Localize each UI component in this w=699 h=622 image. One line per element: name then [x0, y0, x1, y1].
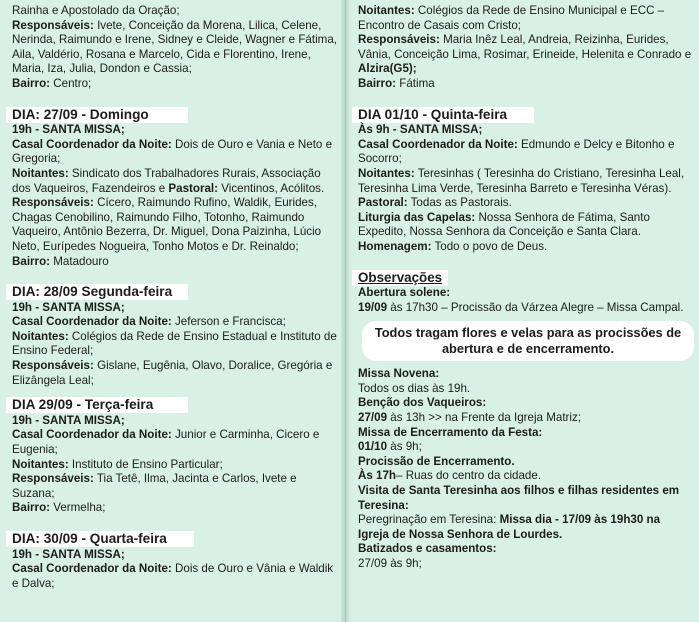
- batizados-text: 27/09 às 9h;: [358, 557, 422, 570]
- intro-bairro: Bairro: Centro;: [12, 76, 92, 90]
- noitantes: Noitantes: Colégios da Rede de Ensino Estadual e Instituto de Ensino Federal;: [12, 329, 337, 358]
- day-heading-27-09: DIA: 27/09 - Domingo: [6, 107, 188, 123]
- bencao-label: Benção dos Vaqueiros:: [358, 396, 487, 410]
- fold-edge: [345, 0, 346, 622]
- responsaveis: Responsáveis: Cícero, Raimundo Rufino, Waldik, Eurides, Chagas Cenobilino, Raimundo Filho, Totonho, Raimundo Vaqueiro, Antônio Bezerra, Dr. Miguel, Dona Paizinha, Lúcio Neto, Eurípedes Nogueira, Tonho Motos e Dr. Reinaldo;: [12, 196, 322, 253]
- noitantes: Noitantes: Sindicato dos Trabalhadores Rurais, Associação dos Vaqueiros, Fazendeiros e Pastoral: Vicentinos, Acólitos.: [12, 166, 325, 195]
- intro-line: Rainha e Apostolado da Oração;: [12, 4, 180, 17]
- procissao-label: Procissão de Encerramento.: [358, 454, 515, 468]
- homenagem: Homenagem: Todo o povo de Deus.: [358, 239, 548, 253]
- day-heading-01-10: DIA 01/10 - Quinta-feira: [352, 107, 534, 123]
- observacoes-heading: Observações: [352, 270, 448, 286]
- right-column: [358, 0, 694, 622]
- abertura-text: 19/09 às 17h30 – Procissão da Várzea Alegre – Missa Campal.: [358, 300, 684, 314]
- mass-time: 19h - SANTA MISSA;: [12, 547, 125, 561]
- noitantes: Noitantes: Colégios da Rede de Ensino Municipal e ECC – Encontro de Casais com Cristo;: [358, 4, 665, 32]
- casal-coordenador: Casal Coordenador da Noite: Dois de Ouro e Vânia e Waldik e Dalva;: [12, 562, 334, 590]
- bairro: Bairro: Matadouro: [12, 254, 109, 268]
- abertura-label: Abertura solene:: [358, 286, 451, 300]
- casal-coordenador: Casal Coordenador da Noite: Dois de Ouro e Vania e Neto e Gregoria;: [12, 137, 333, 166]
- batizados-label: Batizados e casamentos:: [358, 542, 497, 556]
- pastoral: Pastoral: Todas as Pastorais.: [358, 196, 512, 210]
- responsaveis: Responsáveis: Gislane, Eugênia, Olavo, Doralice, Gregória e Elizângela Leal;: [12, 359, 333, 387]
- novena-label: Missa Novena:: [358, 367, 440, 381]
- casal-coordenador: Casal Coordenador da Noite: Junior e Carminha, Cicero e Eugenia;: [12, 428, 320, 457]
- intro-responsaveis: Responsáveis: Ivete, Conceição da Morena, Lilica, Celene, Nerinda, Raimundo e Irene, Sidney e Cleide, Wagner e Fátima, Aila, Valdério, Rosana e Marcelo, Cida e Florentino, Irene, Maria, Iza, Julia, Dondon e Cassia;: [12, 18, 338, 76]
- encerramento-label: Missa de Encerramento da Festa:: [358, 425, 543, 439]
- casal-coordenador: Casal Coordenador da Noite: Edmundo e Delcy e Bitonho e Socorro;: [358, 137, 675, 166]
- day-heading-29-09: DIA 29/09 - Terça-feira: [6, 397, 188, 413]
- mass-time: 19h - SANTA MISSA;: [12, 413, 125, 427]
- visita-label: Visita de Santa Teresinha aos filhos e filhas residentes em Teresina:: [358, 484, 680, 512]
- left-column: [6, 0, 338, 622]
- responsaveis: Responsáveis: Maria Inêz Leal, Andreia, Reizinha, Eurides, Vânia, Conceição Lima, Rosimar, Erineide, Helenita e Conrado e Alzira(G5);: [358, 33, 692, 76]
- day-heading-28-09: DIA: 28/09 Segunda-feira: [6, 284, 188, 300]
- bairro: Bairro: Fátima: [358, 76, 435, 90]
- peregrinacao-text: Peregrinação em Teresina: Missa dia - 17/09 às 19h30 na Igreja de Nossa Senhora de Lourdes.: [358, 513, 661, 541]
- page-fold: [341, 0, 351, 622]
- day-heading-30-09: DIA: 30/09 - Quarta-feira: [6, 531, 194, 547]
- casal-coordenador: Casal Coordenador da Noite: Jeferson e Francisca;: [12, 315, 286, 329]
- responsaveis: Responsáveis: Tia Tetê, Ilma, Jacinta e Carlos, Ivete e Suzana;: [12, 472, 297, 500]
- procissao-text: Às 17h– Ruas do centro da cidade.: [358, 469, 542, 483]
- noitantes: Noitantes: Instituto de Ensino Particular;: [12, 457, 223, 471]
- mass-time: 19h - SANTA MISSA;: [12, 300, 125, 314]
- mass-time: Às 9h - SANTA MISSA;: [358, 123, 483, 137]
- encerramento-text: 01/10 às 9h;: [358, 440, 422, 454]
- bairro: Bairro: Vermelha;: [12, 501, 106, 515]
- noitantes: Noitantes: Teresinhas ( Teresinha do Cristiano, Teresinha Leal, Teresinha Lima Verde, Teresinha Barreto e Teresinha Véras).: [358, 166, 685, 195]
- flowers-candles-banner: Todos tragam flores e velas para as procissões de abertura e de encerramento.: [362, 321, 694, 361]
- mass-time: 19h - SANTA MISSA;: [12, 123, 125, 137]
- bencao-text: 27/09 às 13h >> na Frente da Igreja Matriz;: [358, 411, 582, 425]
- liturgia: Liturgia das Capelas: Nossa Senhora de Fátima, Santo Expedito, Nossa Senhora da Conceição e Santa Clara.: [358, 210, 650, 239]
- novena-text: Todos os dias às 19h.: [358, 381, 471, 395]
